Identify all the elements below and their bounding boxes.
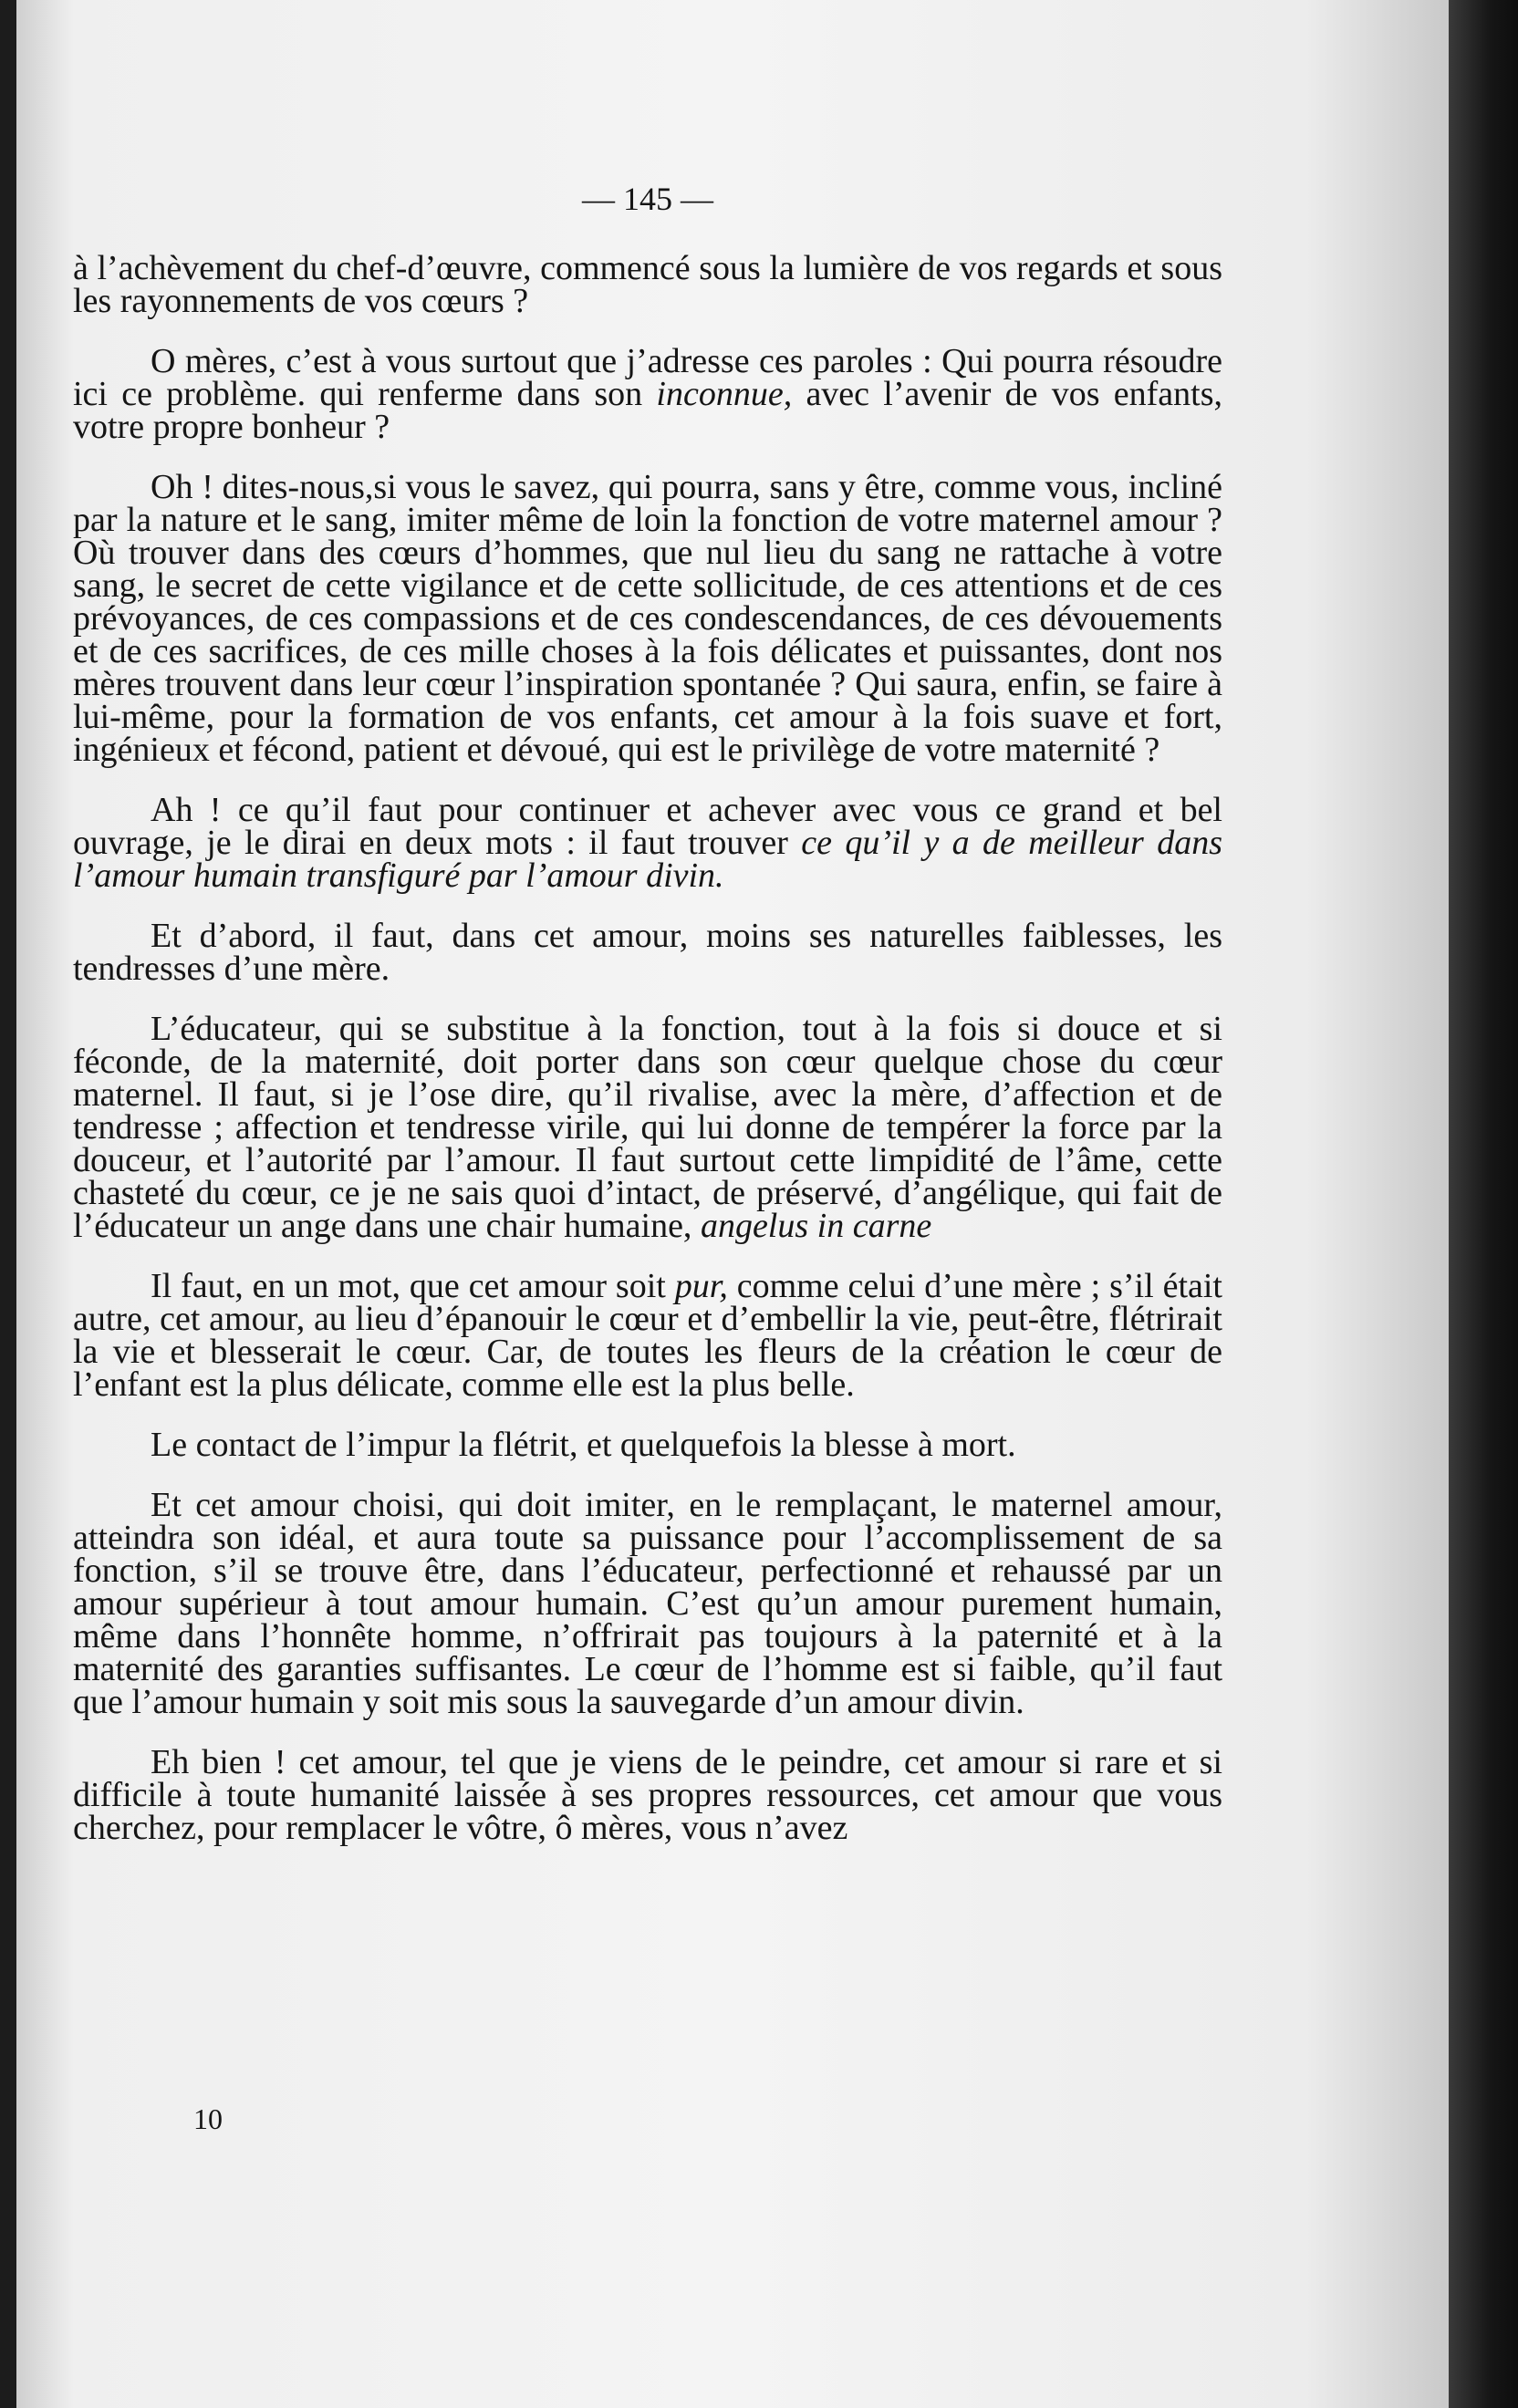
text-run: avec l’avenir de vos enfants, votre propre bonheur ? — [73, 375, 1222, 446]
signature-mark: 10 — [193, 2102, 223, 2135]
paragraph — [73, 342, 1222, 446]
text-run: Et d’abord, il faut, dans cet amour, moins ses naturelles faiblesses, les tendresses d’une mère. — [73, 917, 1222, 988]
text-run: Et cet amour choisi, qui doit imiter, en le remplaçant, le maternel amour, atteindra son idéal, et aura toute sa puissance pour l’accomplissement de sa fonction, s’il se trouve être, dans l’éducateur, perfectionné et rehaussé par un amour supérieur à tout amour humain. C’est qu’un amour purement humain, même dans l’honnête homme, n’offrirait pas toujours à la paternité et à la maternité des garanties suffisantes. Le cœur de l’homme est si faible, qu’il faut que l’amour humain y soit mis sous la sauvegarde d’un amour divin. — [73, 1486, 1222, 1721]
paragraph — [73, 1267, 1222, 1404]
paragraph — [73, 1010, 1222, 1245]
paragraph — [73, 1426, 1222, 1464]
italic-text: pur, — [674, 1267, 728, 1305]
text-run: O mères, c’est à vous surtout que j’adresse ces paroles : Qui pourra résoudre ici ce problème. qui renferme dans son — [73, 342, 1222, 413]
paragraph — [73, 791, 1222, 895]
italic-text: angelus in carne — [700, 1207, 932, 1245]
page-number: — 145 — — [582, 181, 713, 217]
italic-text: inconnue, — [656, 375, 793, 413]
text-run: L’éducateur, qui se substitue à la fonction, tout à la fois si douce et si féconde, de la maternité, doit porter dans son cœur quelque chose du cœur maternel. Il faut, si je l’ose dire, qu’il rivalise, avec la mère, d’affection et de tendresse ; affection et tendresse virile, qui lui donne de tempérer la force par la douceur, et l’autorité par l’amour. Il faut surtout cette limpidité de l’âme, cette chasteté du cœur, ce je ne sais quoi d’intact, de préservé, d’angélique, qui fait de l’éducateur un ange dans une chair humaine, — [73, 1010, 1222, 1245]
text-run: Ah ! ce qu’il faut pour continuer et achever avec vous ce grand et bel ouvrage, je le dirai en deux mots : il faut trouver — [73, 791, 1222, 862]
paragraph — [73, 1743, 1222, 1847]
paragraph — [73, 249, 1222, 320]
paragraph — [73, 468, 1222, 769]
text-run: Oh ! dites-nous,si vous le savez, qui pourra, sans y être, comme vous, incliné par la nature et le sang, imiter même de loin la fonction de votre maternel amour ? Où trouver dans des cœurs d’hommes, que nul lieu du sang ne rattache à votre sang, le secret de cette vigilance et de cette sollicitude, de ces attentions et de ces prévoyances, de ces compassions et de ces condescendances, de ces dévouements et de ces sacrifices, de ces mille choses à la fois délicates et puissantes, dont nos mères trouvent dans leur cœur l’inspiration spontanée ? Qui saura, enfin, se faire à lui-même, pour la formation de vos enfants, cet amour à la fois suave et fort, ingénieux et fécond, patient et dévoué, qui est le privilège de votre maternité ? — [73, 468, 1222, 769]
page-edge-shadow — [1449, 0, 1518, 2408]
text-run: comme celui d’une mère ; s’il était autre, cet amour, au lieu d’épanouir le cœur et d’embellir la vie, peut-être, flétrirait la vie et blesserait le cœur. Car, de toutes les fleurs de la création le cœur de l’enfant est la plus délicate, comme elle est la plus belle. — [73, 1267, 1222, 1404]
paragraph — [73, 917, 1222, 988]
italic-text: ce qu’il y a de meilleur dans l’amour humain transfiguré par l’amour divin. — [73, 824, 1222, 895]
text-run: à l’achèvement du chef-d’œuvre, commencé sous la lumière de vos regards et sous les rayonnements de vos cœurs ? — [73, 249, 1222, 320]
paragraphs — [73, 249, 1222, 1847]
text-run: Eh bien ! cet amour, tel que je viens de le peindre, cet amour si rare et si difficile à toute humanité laissée à ses propres ressources, cet amour que vous cherchez, pour remplacer le vôtre, ô mères, vous n’avez — [73, 1743, 1222, 1847]
page-text-block — [73, 182, 1222, 1872]
text-run: Il faut, en un mot, que cet amour soit — [151, 1267, 675, 1305]
text-run: Le contact de l’impur la flétrit, et quelquefois la blesse à mort. — [151, 1426, 1016, 1464]
paragraph — [73, 1486, 1222, 1721]
